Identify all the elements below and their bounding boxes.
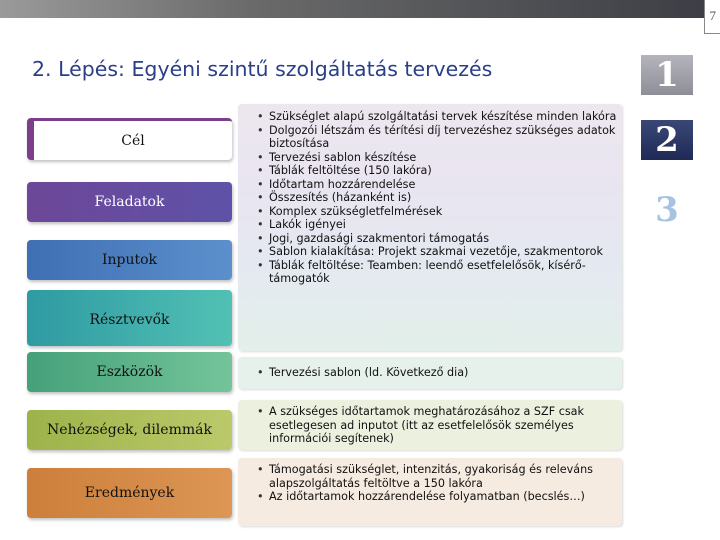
bullet-item: • Összesítés (házanként is) [257,191,617,205]
row-label-resztvevok [27,290,232,346]
bullet-item: • A szükséges időtartamok meghatározásához a SZF csak esetlegesen ad inputot (itt az esetfelelősök személyes információi segítenek) [257,405,617,446]
bullet-item: • Szükséglet alapú szolgáltatási tervek készítése minden lakóra [257,110,617,124]
row-label-nehezsegek [27,410,232,450]
row-label-resztvevok-text: Résztvevők [89,312,170,328]
row-label-eredmenyek-text: Eredmények [84,485,175,501]
main-bullet-list [257,110,617,286]
row-label-cel [27,118,232,160]
bullet-item: • Időtartam hozzárendelése [257,178,617,192]
bullet-item: • Jogi, gazdasági szakmentori támogatás [257,232,617,246]
bullet-item: • Táblák feltöltése (150 lakóra) [257,164,617,178]
top-bar [0,0,720,18]
bullet-item: • Sablon kialakítása: Projekt szakmai vezetője, szakmentorok [257,245,617,259]
row-label-feladatok [27,182,232,222]
step-3-badge: 3 [655,190,679,230]
bullet-item: • Tervezési sablon készítése [257,151,617,165]
row-label-eszkozok-text: Eszközök [96,364,163,380]
row-label-nehezsegek-text: Nehézségek, dilemmák [47,422,212,438]
bullet-item: • Tervezési sablon (ld. Következő dia) [257,366,617,380]
nehezsegek-bullet-list [257,405,617,446]
bullet-item: • Lakók igényei [257,218,617,232]
bullet-item: • Az időtartamok hozzárendelése folyamatban (becslés…) [257,490,617,504]
slide-number-box [704,0,720,34]
slide-number: 7 [709,8,716,23]
step-1-badge: 1 [641,55,693,95]
bullet-item: • Táblák feltöltése: Teamben: leendő esetfelelősök, kísérő-támogatók [257,259,617,286]
row-label-inputok-text: Inputok [101,252,158,268]
eszkozok-bullet-list [257,366,617,380]
row-label-inputok [27,240,232,280]
bullet-item: • Dolgozói létszám és térítési díj tervezéshez szükséges adatok biztosítása [257,124,617,151]
slide-title: 2. Lépés: Egyéni szintű szolgáltatás tervezés [32,57,493,81]
eredmenyek-bullet-list [257,463,617,504]
row-label-eszkozok [27,352,232,392]
row-label-cel-text: Cél [121,132,145,149]
row-label-feladatok-text: Feladatok [94,194,165,210]
row-label-eredmenyek [27,468,232,518]
step-2-badge: 2 [641,120,693,160]
bullet-item: • Támogatási szükséglet, intenzitás, gyakoriság és releváns alapszolgáltatás feltöltve a 150 lakóra [257,463,617,490]
bullet-item: • Komplex szükségletfelmérések [257,205,617,219]
